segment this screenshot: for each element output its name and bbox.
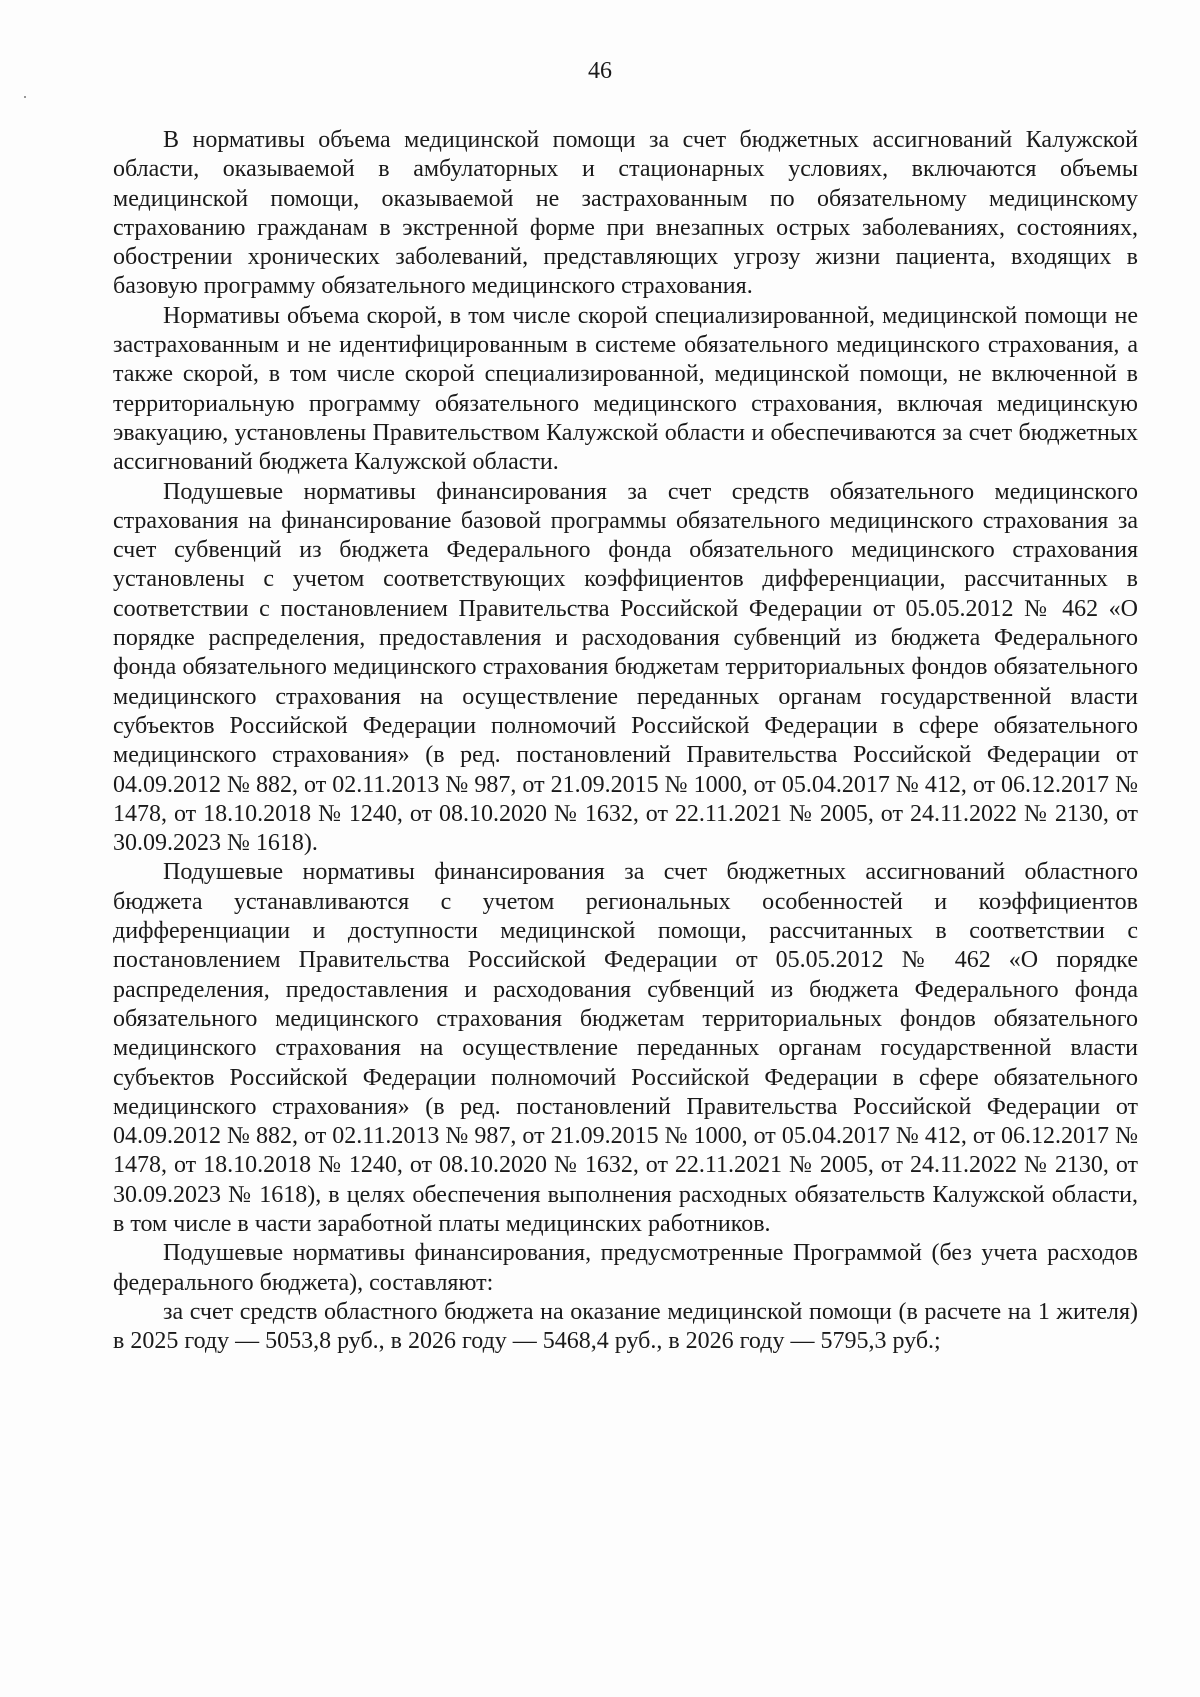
scan-speck: [24, 96, 26, 98]
paragraph-inpatient-volume-norms: В нормативы объема медицинской помощи за счет бюджетных ассигнований Калужской области, оказываемой в амбулаторных и стационарных условиях, включаются объемы медицинской помощи, оказываемой не застрахованным по обязательному медицинскому страхованию гражданам в экстренной форме при внезапных острых заболеваниях, состояниях, обострении хронических заболеваний, представляющих угрозу жизни пациента, входящих в базовую программу обязательного медицинского страхования.: [113, 127, 1138, 300]
paragraph-oms-per-capita-norms: Подушевые нормативы финансирования за счет средств обязательного медицинского страхования на финансирование базовой программы обязательного медицинского страхования за счет субвенций из бюджета Федерального фонда обязательного медицинского страхования установлены с учетом соответствующих коэффициентов дифференциации, рассчитанных в соответствии с постановлением Правительства Российской Федерации от 05.05.2012 № 462 «О порядке распределения, предоставления и расходования субвенций из бюджета Федерального фонда обязательного медицинского страхования бюджетам территориальных фондов обязательного медицинского страхования на осуществление переданных органам государственной власти субъектов Российской Федерации полномочий Российской Федерации в сфере обязательного медицинского страхования» (в ред. постановлений Правительства Российской Федерации от 04.09.2012 № 882, от 02.11.2013 № 987, от 21.09.2015 № 1000, от 05.04.2017 № 412, от 06.12.2017 № 1478, от 18.10.2018 № 1240, от 08.10.2020 № 1632, от 22.11.2021 № 2005, от 24.11.2022 № 2130, от 30.09.2023 № 1618).: [113, 478, 1138, 857]
paragraph-regional-budget-per-capita-norms: Подушевые нормативы финансирования за счет бюджетных ассигнований областного бюджета устанавливаются с учетом региональных особенностей и коэффициентов дифференциации и доступности медицинской помощи, рассчитанных в соответствии с постановлением Правительства Российской Федерации от 05.05.2012 № 462 «О порядке распределения, предоставления и расходования субвенций из бюджета Федерального фонда обязательного медицинского страхования бюджетам территориальных фондов обязательного медицинского страхования на осуществление переданных органам государственной власти субъектов Российской Федерации полномочий Российской Федерации в сфере обязательного медицинского страхования» (в ред. постановлений Правительства Российской Федерации от 04.09.2012 № 882, от 02.11.2013 № 987, от 21.09.2015 № 1000, от 05.04.2017 № 412, от 06.12.2017 № 1478, от 18.10.2018 № 1240, от 08.10.2020 № 1632, от 22.11.2021 № 2005, от 24.11.2022 № 2130, от 30.09.2023 № 1618), в целях обеспечения выполнения расходных обязательств Калужской области, в том числе в части заработной платы медицинских работников.: [113, 859, 1138, 1237]
page-number: 46: [588, 58, 612, 84]
paragraph-regional-budget-amounts: за счет средств областного бюджета на оказание медицинской помощи (в расчете на 1 жителя) в 2025 году — 5053,8 руб., в 2026 году — 5468,4 руб., в 2026 году — 5795,3 руб.;: [113, 1298, 1138, 1355]
paragraph-program-norms-intro: Подушевые нормативы финансирования, предусмотренные Программой (без учета расходов федерального бюджета), составляют:: [113, 1240, 1138, 1296]
paragraph-emergency-care-norms: Нормативы объема скорой, в том числе скорой специализированной, медицинской помощи не застрахованным и не идентифицированным в системе обязательного медицинского страхования, а также скорой, в том числе скорой специализированной, медицинской помощи, не включенной в территориальную программу обязательного медицинского страхования, включая медицинскую эвакуацию, установлены Правительством Калужской области и обеспечиваются за счет бюджетных ассигнований бюджета Калужской области.: [113, 302, 1138, 476]
document-body: [113, 126, 1138, 1356]
